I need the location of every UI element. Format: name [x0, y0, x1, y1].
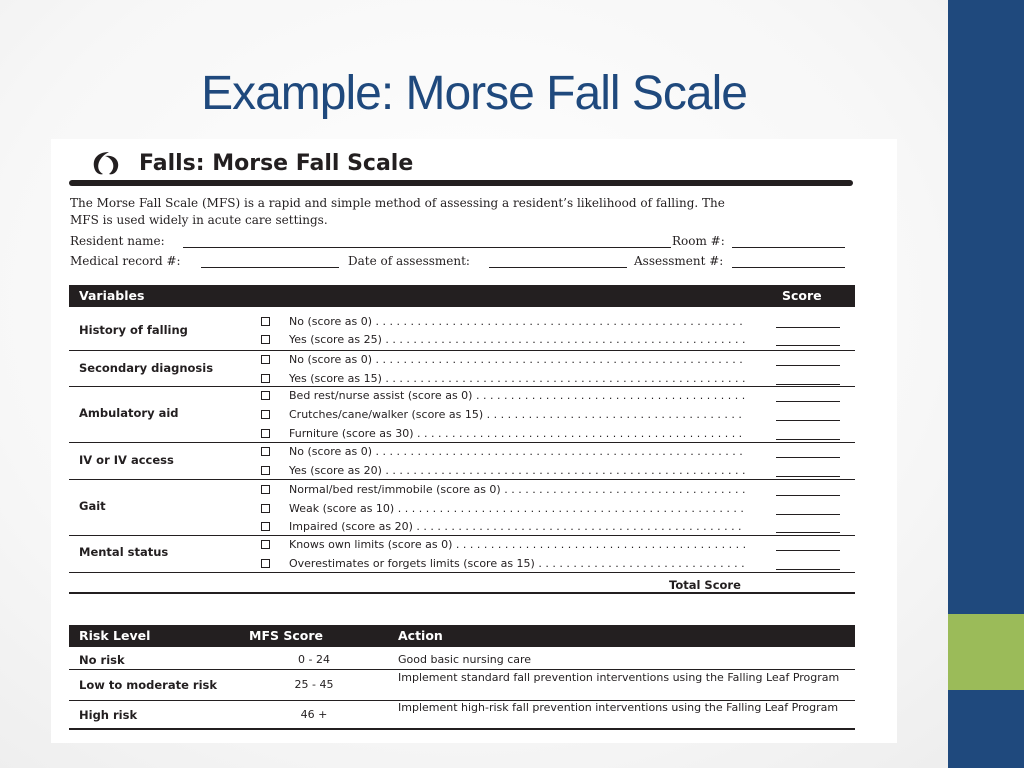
variable-option — [259, 500, 855, 518]
risk-row — [69, 648, 855, 670]
record-row — [70, 254, 850, 270]
variable-label: Ambulatory aid — [79, 406, 179, 420]
room-field[interactable] — [732, 247, 845, 248]
assessment-number-label: Assessment #: — [634, 254, 724, 268]
swirl-logo-icon — [89, 148, 123, 178]
score-field[interactable] — [776, 550, 840, 551]
checkbox[interactable] — [261, 522, 270, 531]
sidebar-accent-block — [948, 614, 1024, 690]
morse-fall-scale-form — [51, 139, 897, 743]
risk-row — [69, 700, 855, 728]
variable-option — [259, 518, 855, 536]
col-action: Action — [398, 628, 443, 643]
intro-line-2: MFS is used widely in acute care settings. — [70, 213, 328, 227]
variable-group — [69, 479, 855, 536]
variable-group — [69, 310, 855, 351]
variable-option — [259, 387, 855, 405]
variable-option — [259, 351, 855, 369]
option-label: Weak (score as 10) . . . — [289, 502, 745, 515]
score-field[interactable] — [776, 476, 840, 477]
resident-name-field[interactable] — [183, 247, 671, 248]
score-field[interactable] — [776, 365, 840, 366]
mfs-score: 25 - 45 — [294, 678, 334, 691]
option-label: Knows own limits (score as 0) . . . — [289, 538, 745, 551]
score-field[interactable] — [776, 384, 840, 385]
variable-option — [259, 481, 855, 499]
total-score-label: Total Score — [669, 578, 741, 592]
checkbox[interactable] — [261, 374, 270, 383]
score-field[interactable] — [776, 401, 840, 402]
score-field[interactable] — [776, 569, 840, 570]
heading-divider — [69, 180, 853, 186]
risk-level: No risk — [79, 653, 125, 667]
score-field[interactable] — [776, 532, 840, 533]
option-label: Bed rest/nurse assist (score as 0) . . . — [289, 389, 745, 402]
score-field[interactable] — [776, 514, 840, 515]
assessment-number-field[interactable] — [732, 267, 845, 268]
risk-action: Good basic nursing care — [398, 653, 532, 666]
checkbox[interactable] — [261, 317, 270, 326]
option-label: Furniture (score as 30) . . . — [289, 427, 745, 440]
checkbox[interactable] — [261, 447, 270, 456]
option-label: Crutches/cane/walker (score as 15) . . . — [289, 408, 745, 421]
checkbox[interactable] — [261, 429, 270, 438]
medical-record-label: Medical record #: — [70, 254, 181, 268]
variable-label: History of falling — [79, 323, 188, 337]
col-mfs-score: MFS Score — [249, 628, 323, 643]
option-label: No (score as 0) . . . — [289, 315, 745, 328]
risk-level: Low to moderate risk — [79, 678, 218, 692]
variable-group — [69, 386, 855, 443]
total-divider — [69, 592, 855, 594]
variable-option — [259, 536, 855, 554]
form-heading: Falls: Morse Fall Scale — [139, 151, 414, 176]
risk-action: Implement high-risk fall prevention interventions using the Falling Leaf Program — [398, 701, 839, 714]
option-label: Yes (score as 20) . . . — [289, 464, 745, 477]
variable-option — [259, 443, 855, 461]
variable-group — [69, 442, 855, 480]
checkbox[interactable] — [261, 504, 270, 513]
score-field[interactable] — [776, 495, 840, 496]
checkbox[interactable] — [261, 540, 270, 549]
checkbox[interactable] — [261, 559, 270, 568]
risk-action: Implement standard fall prevention interventions using the Falling Leaf Program — [398, 671, 840, 684]
option-label: Normal/bed rest/immobile (score as 0) . . . — [289, 483, 745, 496]
option-label: Overestimates or forgets limits (score as 15) . . . — [289, 557, 745, 570]
variable-label: Secondary diagnosis — [79, 361, 214, 375]
variable-label: Mental status — [79, 545, 169, 559]
option-label: Yes (score as 15) . . . — [289, 372, 745, 385]
variable-label: Gait — [79, 499, 106, 513]
risk-row — [69, 669, 855, 701]
checkbox[interactable] — [261, 355, 270, 364]
date-of-assessment-field[interactable] — [489, 267, 627, 268]
score-field[interactable] — [776, 439, 840, 440]
col-variables: Variables — [79, 288, 145, 303]
col-score: Score — [782, 288, 822, 303]
room-label: Room #: — [672, 234, 725, 248]
intro-line-1: The Morse Fall Scale (MFS) is a rapid and simple method of assessing a resident’s likelihood of falling. The — [70, 196, 725, 210]
score-field[interactable] — [776, 345, 840, 346]
slide-title: Example: Morse Fall Scale — [201, 67, 747, 120]
option-label: Impaired (score as 20) . . . — [289, 520, 745, 533]
resident-row — [70, 234, 850, 250]
option-label: Yes (score as 25) . . . — [289, 333, 745, 346]
score-field[interactable] — [776, 420, 840, 421]
variable-option — [259, 313, 855, 331]
checkbox[interactable] — [261, 485, 270, 494]
variable-option — [259, 555, 855, 573]
option-label: No (score as 0) . . . — [289, 445, 745, 458]
resident-name-label: Resident name: — [70, 234, 165, 248]
variable-option — [259, 462, 855, 480]
intro-text — [70, 195, 850, 229]
checkbox[interactable] — [261, 391, 270, 400]
variable-label: IV or IV access — [79, 453, 174, 467]
variable-group — [69, 535, 855, 573]
variable-option — [259, 425, 855, 443]
mfs-score: 0 - 24 — [298, 653, 330, 666]
checkbox[interactable] — [261, 410, 270, 419]
variables-table-header — [69, 285, 855, 307]
checkbox[interactable] — [261, 466, 270, 475]
variable-group — [69, 350, 855, 387]
variable-option — [259, 331, 855, 349]
mfs-score: 46 + — [300, 708, 328, 721]
option-label: No (score as 0) . . . — [289, 353, 745, 366]
col-risk-level: Risk Level — [79, 628, 151, 643]
variable-option — [259, 406, 855, 424]
risk-level: High risk — [79, 708, 138, 722]
date-of-assessment-label: Date of assessment: — [348, 254, 470, 268]
risk-table-header — [69, 625, 855, 647]
score-field[interactable] — [776, 457, 840, 458]
risk-table-end-rule — [69, 728, 855, 730]
checkbox[interactable] — [261, 335, 270, 344]
medical-record-field[interactable] — [201, 267, 339, 268]
score-field[interactable] — [776, 327, 840, 328]
